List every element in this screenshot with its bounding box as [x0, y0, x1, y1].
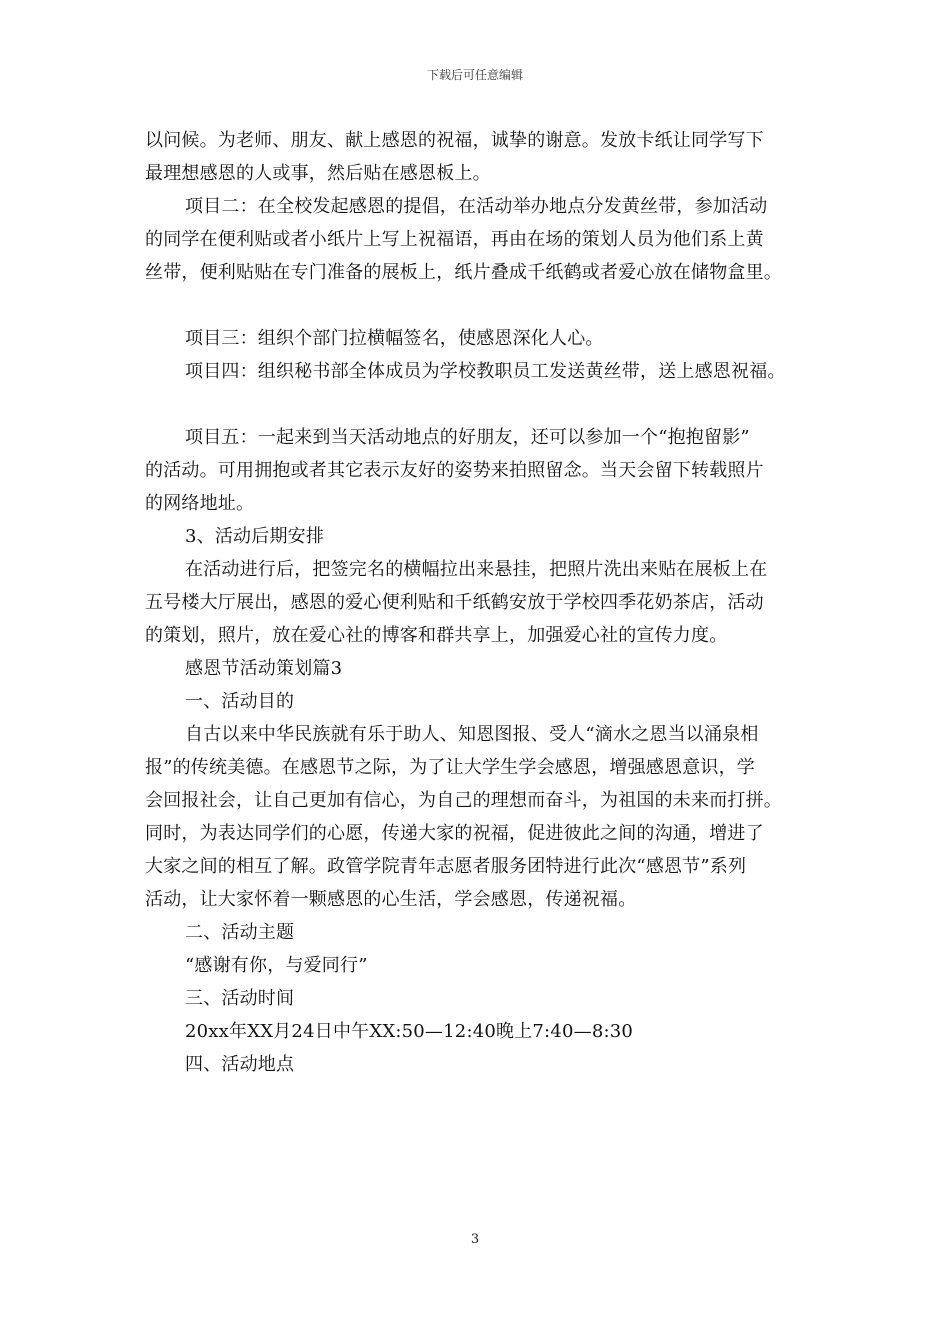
blank-line	[145, 289, 810, 322]
section-title: 感恩节活动策划篇3	[185, 658, 343, 679]
text-line: 五号楼大厅展出，感恩的爱心便利贴和千纸鹤安放于学校四季花奶茶店，活动	[145, 592, 764, 613]
document-body	[145, 124, 810, 1081]
text-line: 自古以来中华民族就有乐于助人、知恩图报、受人“滴水之恩当以涌泉相	[185, 724, 759, 745]
text-line: 会回报社会，让自己更加有信心，为自己的理想而奋斗，为祖国的未来而打拼。	[145, 790, 782, 811]
section-heading: 一、活动目的	[185, 691, 295, 712]
text-line: 最理想感恩的人或事，然后贴在感恩板上。	[145, 163, 491, 184]
text-line: 的同学在便利贴或者小纸片上写上祝福语，再由在场的策划人员为他们系上黄	[145, 229, 764, 250]
text-line: 报”的传统美德。在感恩节之际，为了让大学生学会感恩，增强感恩意识，学	[145, 757, 755, 778]
section-heading: 二、活动主题	[185, 922, 295, 943]
text-line: 同时，为表达同学们的心愿，传递大家的祝福，促进彼此之间的沟通，增进了	[145, 823, 764, 844]
text-line: 大家之间的相互了解。政管学院青年志愿者服务团特进行此次“感恩节”系列	[145, 856, 747, 877]
text-line: 以问候。为老师、朋友、献上感恩的祝福，诚挚的谢意。发放卡纸让同学写下	[145, 130, 764, 151]
text-line: 在活动进行后，把签完名的横幅拉出来悬挂，把照片洗出来贴在展板上在	[185, 559, 768, 580]
text-line: 项目二：在全校发起感恩的提倡，在活动举办地点分发黄丝带，参加活动	[185, 196, 768, 217]
section-heading: 三、活动时间	[185, 988, 295, 1009]
text-line: “感谢有你，与爱同行”	[185, 955, 368, 976]
text-line: 活动，让大家怀着一颗感恩的心生活，学会感恩，传递祝福。	[145, 889, 637, 910]
text-line: 的网络地址。	[145, 493, 255, 514]
text-line: 的活动。可用拥抱或者其它表示友好的姿势来拍照留念。当天会留下转载照片	[145, 460, 764, 481]
text-line: 丝带，便利贴贴在专门准备的展板上，纸片叠成千纸鹤或者爱心放在储物盒里。	[145, 262, 782, 283]
blank-line	[145, 388, 810, 421]
text-line: 项目四：组织秘书部全体成员为学校教职员工发送黄丝带，送上感恩祝福。	[185, 361, 786, 382]
section-heading: 3、活动后期安排	[185, 526, 325, 547]
section-heading: 四、活动地点	[185, 1054, 295, 1075]
page-number: 3	[470, 1232, 480, 1247]
text-line: 项目三：组织个部门拉横幅签名，使感恩深化人心。	[185, 328, 604, 349]
text-line: 项目五：一起来到当天活动地点的好朋友，还可以参加一个“抱抱留影”	[185, 427, 750, 448]
page-header: 下载后可任意编辑	[426, 68, 523, 82]
text-line: 20xx年XX月24日中午XX:50—12:40晚上7:40—8:30	[185, 1021, 634, 1042]
text-line: 的策划，照片，放在爱心社的博客和群共享上，加强爱心社的宣传力度。	[145, 625, 728, 646]
